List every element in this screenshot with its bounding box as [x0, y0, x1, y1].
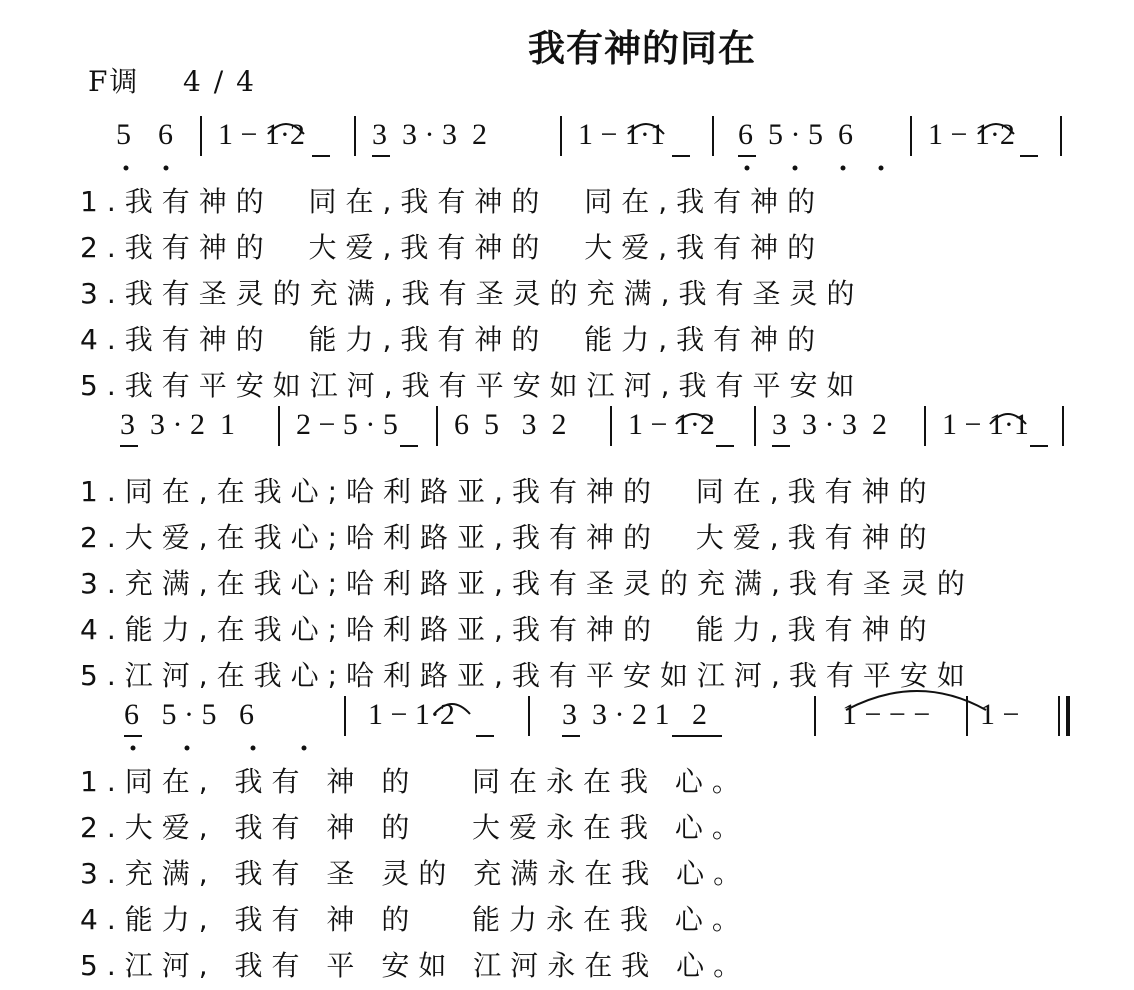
barline: [354, 116, 356, 156]
lyric-verse-4: 4.能力, 我有 神 的 能力永在我 心。: [80, 903, 749, 936]
lyric-verse-3: 3.我有圣灵的充满,我有圣灵的充满,我有圣灵的: [80, 277, 864, 310]
note-group: 3 3 · 2 1: [120, 408, 235, 441]
note-group: 6 5 · 5 6: [124, 698, 254, 731]
barline: [528, 696, 530, 736]
score-system-1: [0, 110, 1134, 410]
lyric-verse-4: 4.能力,在我心;哈利路亚,我有神的 能力,我有神的: [80, 613, 936, 646]
barline: [910, 116, 912, 156]
score-system-3: [0, 690, 1134, 990]
lyric-verse-4: 4.我有神的 能力,我有神的 能力,我有神的: [80, 323, 825, 356]
low-octave-dot: [124, 166, 129, 171]
note-group: 1 − 1·2: [628, 408, 715, 441]
lyric-verse-2: 2.大爱, 我有 神 的 大爱永在我 心。: [80, 811, 749, 844]
low-octave-dot: [302, 746, 307, 751]
lyric-verse-1: 1.我有神的 同在,我有神的 同在,我有神的: [80, 185, 825, 218]
note-group: 1 − 1·2: [368, 698, 455, 731]
low-octave-dot: [793, 166, 798, 171]
lyrics-block-1: [0, 180, 1134, 410]
notes-row-2: [0, 400, 1134, 470]
barline: [1060, 116, 1062, 156]
barline: [610, 406, 612, 446]
barline: [966, 696, 968, 736]
key-signature: F调: [88, 65, 140, 98]
barline: [924, 406, 926, 446]
note-group: 5: [116, 118, 131, 151]
time-signature: 4 / 4: [183, 65, 256, 98]
low-octave-dot: [164, 166, 169, 171]
note-group: 1 − 1·1: [578, 118, 665, 151]
lyric-verse-1: 1.同在, 我有 神 的 同在永在我 心。: [80, 765, 749, 798]
barline: [560, 116, 562, 156]
lyric-verse-1: 1.同在,在我心;哈利路亚,我有神的 同在,我有神的: [80, 475, 936, 508]
lyric-verse-3: 3.充满, 我有 圣 灵的 充满永在我 心。: [80, 857, 751, 890]
note-group: 1 − 1·1: [942, 408, 1029, 441]
lyric-verse-2: 2.我有神的 大爱,我有神的 大爱,我有神的: [80, 231, 825, 264]
notes-row-3: [0, 690, 1134, 760]
lyric-verse-2: 2.大爱,在我心;哈利路亚,我有神的 大爱,我有神的: [80, 521, 936, 554]
note-group: 1 − 1·2: [928, 118, 1015, 151]
final-barline: [1066, 696, 1070, 736]
notes-row-1: [0, 110, 1134, 180]
note-group: 1 −: [980, 698, 1020, 731]
key-time-signature: [88, 60, 256, 100]
barline: [754, 406, 756, 446]
note-group: 3 3 · 3 2: [372, 118, 487, 151]
barline: [712, 116, 714, 156]
lyrics-block-3: [0, 760, 1134, 990]
score-system-2: [0, 400, 1134, 700]
note-group: 2 − 5 · 5: [296, 408, 398, 441]
lyric-verse-3: 3.充满,在我心;哈利路亚,我有圣灵的充满,我有圣灵的: [80, 567, 974, 600]
note-group: 6 5 · 5 6: [738, 118, 853, 151]
low-octave-dot: [841, 166, 846, 171]
lyric-verse-5: 5.江河, 我有 平 安如 江河永在我 心。: [80, 949, 751, 982]
low-octave-dot: [131, 746, 136, 751]
note-group: 3 3 · 2 1 2: [562, 698, 707, 731]
low-octave-dot: [185, 746, 190, 751]
low-octave-dot: [879, 166, 884, 171]
note-group: 1 − − −: [842, 698, 931, 731]
barline: [814, 696, 816, 736]
note-group: 6: [158, 118, 173, 151]
note-group: 1 − 1·2: [218, 118, 305, 151]
lyric-verse-5: 5.我有平安如江河,我有平安如江河,我有平安如: [80, 369, 864, 402]
note-group: 6 5 3 2: [454, 408, 567, 441]
lyrics-block-2: [0, 470, 1134, 700]
low-octave-dot: [251, 746, 256, 751]
low-octave-dot: [745, 166, 750, 171]
barline: [1058, 696, 1060, 736]
barline: [436, 406, 438, 446]
barline: [344, 696, 346, 736]
barline: [278, 406, 280, 446]
note-group: 3 3 · 3 2: [772, 408, 887, 441]
lyric-verse-5: 5.江河,在我心;哈利路亚,我有平安如江河,我有平安如: [80, 659, 974, 692]
barline: [1062, 406, 1064, 446]
song-title: 我有神的同在: [528, 27, 756, 70]
barline: [200, 116, 202, 156]
